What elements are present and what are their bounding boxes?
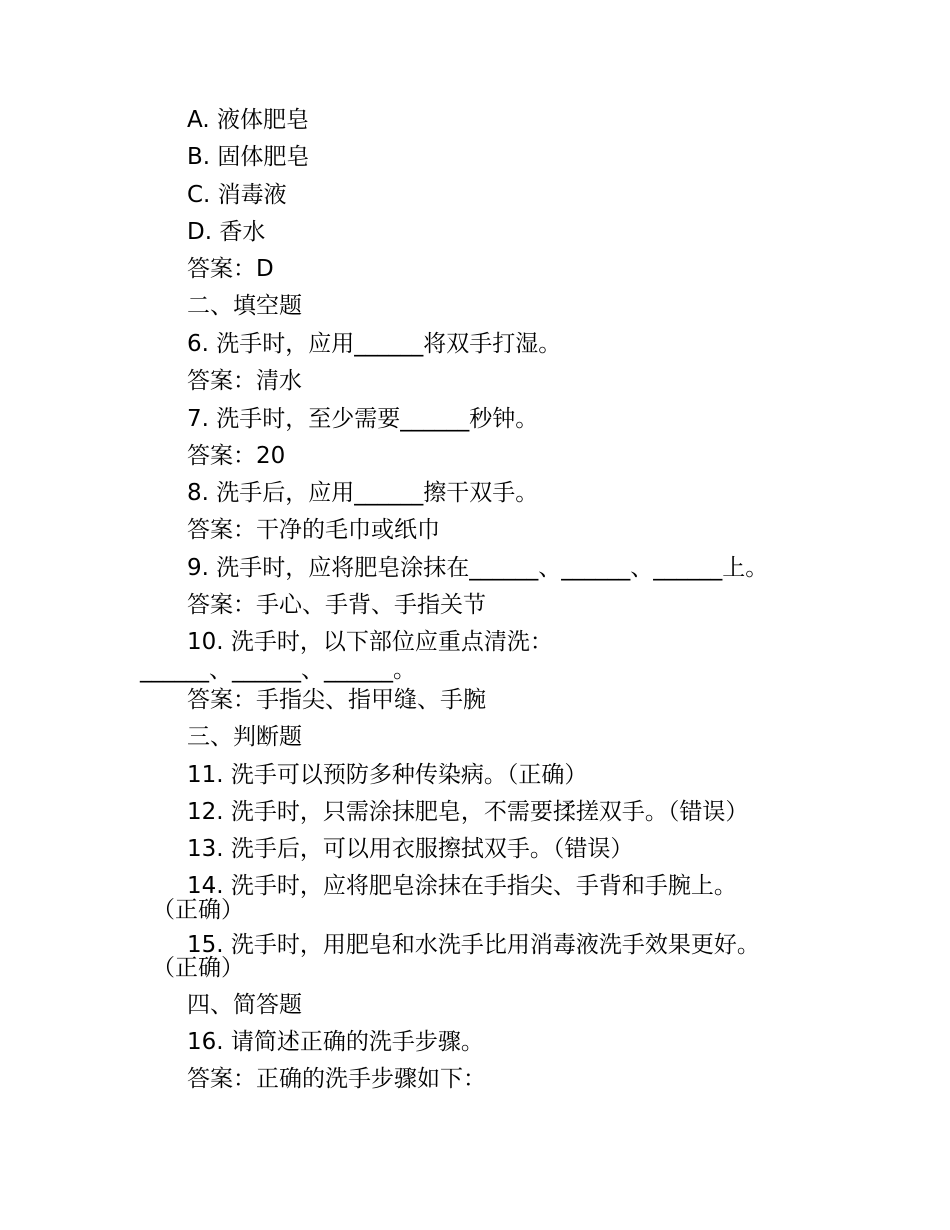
question-6: 6. 洗手时，应用______将双手打湿。 [187,331,562,357]
question-10: 10. 洗手时，以下部位应重点清洗： [187,629,553,655]
answer-8: 答案：干净的毛巾或纸巾 [187,517,440,543]
question-14: 14. 洗手时，应将肥皂涂抹在手指尖、手背和手腕上。 [187,873,737,899]
answer-10: 答案：手指尖、指甲缝、手腕 [187,687,486,713]
option-b: B. 固体肥皂 [187,144,310,170]
option-d: D. 香水 [187,219,266,245]
question-9: 9. 洗手时，应将肥皂涂抹在______、______、______上。 [187,555,769,581]
question-14-continued: （正确） [152,897,244,923]
question-16: 16. 请简述正确的洗手步骤。 [187,1029,484,1055]
question-7: 7. 洗手时，至少需要______秒钟。 [187,406,539,432]
question-12: 12. 洗手时，只需涂抹肥皂，不需要揉搓双手。（错误） [187,799,749,825]
question-13: 13. 洗手后，可以用衣服擦拭双手。（错误） [187,836,634,862]
section-heading-short-answer: 四、简答题 [187,992,302,1018]
option-a: A. 液体肥皂 [187,107,309,133]
section-heading-fill-blank: 二、填空题 [187,293,302,319]
question-15: 15. 洗手时，用肥皂和水洗手比用消毒液洗手效果更好。 [187,932,760,958]
answer-6: 答案：清水 [187,368,302,394]
question-11: 11. 洗手可以预防多种传染病。（正确） [187,762,588,788]
section-heading-true-false: 三、判断题 [187,724,302,750]
option-c: C. 消毒液 [187,182,287,208]
question-15-continued: （正确） [152,955,244,981]
question-8: 8. 洗手后，应用______擦干双手。 [187,480,539,506]
answer-9: 答案：手心、手背、手指关节 [187,592,486,618]
answer-16: 答案：正确的洗手步骤如下： [187,1066,486,1092]
question-10-continued: ______、______、______。 [140,657,416,683]
answer-q5: 答案：D [187,256,274,282]
answer-7: 答案：20 [187,443,286,469]
